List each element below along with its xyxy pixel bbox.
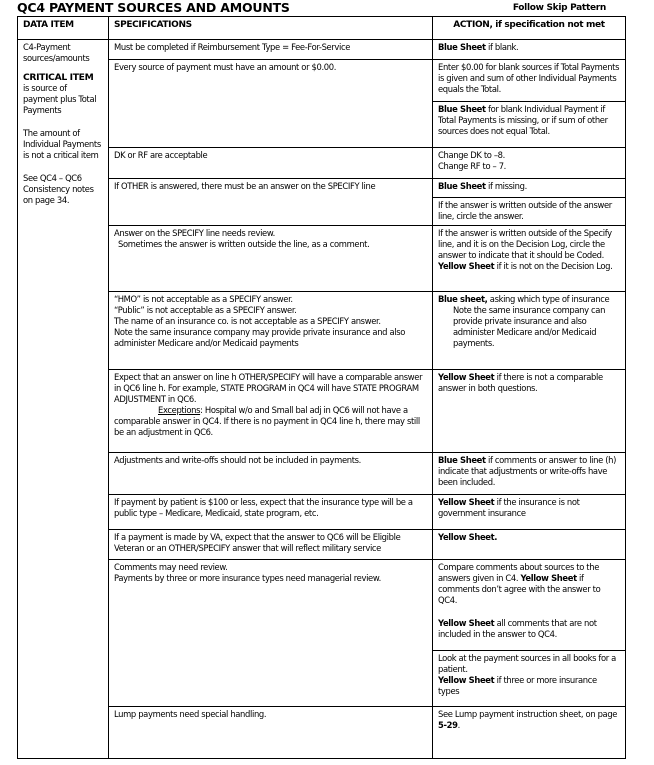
col-header-data-item: DATA ITEM [18, 17, 109, 40]
col-header-action: ACTION, if specification not met [433, 17, 626, 40]
edit-spec-table [17, 16, 626, 759]
spec-cell: Lump payments need special handling. [109, 707, 433, 759]
spec-cell: Comments may need review. Payments by three or more insurance types need managerial review. [109, 560, 433, 707]
critical-item-label: CRITICAL ITEM [23, 72, 94, 83]
table-row [18, 226, 626, 292]
spec-cell: Expect that an answer on line h OTHER/SPECIFY will have a comparable answer in QC6 line h. For example, STATE PROGRAM in QC4 will have STATE PROGRAM ADJUSTMENT in QC6. Exceptions: Hospital w/o and Small bal adj in QC6 will not have a comparable answer in QC4. If there is no payment in QC4 line h, there may still be an adjustment in QC6. [109, 370, 433, 453]
spec-cell: If payment by patient is $100 or less, expect that the insurance type will be a public type – Medicare, Medicaid, state program, etc. [109, 495, 433, 530]
table-row [18, 560, 626, 651]
action-cell: See Lump payment instruction sheet, on page 5-29. [433, 707, 626, 759]
action-cell: Blue sheet, asking which type of insurance Note the same insurance company can provide private insurance and also administer Medicare and/or Medicaid payments. [433, 292, 626, 370]
spec-cell: If a payment is made by VA, expect that the answer to QC6 will be Eligible Veteran or an OTHER/SPECIFY answer that will reflect military service [109, 530, 433, 560]
action-cell: Compare comments about sources to the answers given in C4. Yellow Sheet if comments don’t agree with the answer to QC4. Yellow Sheet all comments that are not included in the answer to QC4. [433, 560, 626, 651]
spec-cell: Adjustments and write-offs should not be included in payments. [109, 453, 433, 495]
action-cell: Blue Sheet if blank. [433, 40, 626, 60]
consistency-reference: See QC4 – QC6 Consistency notes on page 34. [23, 173, 94, 205]
action-cell: Yellow Sheet if the insurance is not government insurance [433, 495, 626, 530]
data-item-cell [18, 40, 109, 759]
critical-item-note: is source of payment plus Total Payments [23, 83, 97, 115]
table-row [18, 453, 626, 495]
spec-cell: Every source of payment must have an amount or $0.00. [109, 60, 433, 148]
table-row [18, 179, 626, 198]
table-row [18, 707, 626, 759]
skip-pattern-note: Follow Skip Pattern [512, 3, 606, 13]
table-row [18, 60, 626, 102]
action-cell: Change DK to –8. Change RF to – 7. [433, 148, 626, 179]
action-cell: Blue Sheet for blank Individual Payment if Total Payments is missing, or if sum of other sources does not equal Total. [433, 102, 626, 148]
table-row [18, 370, 626, 453]
non-critical-note: The amount of Individual Payments is not a critical item [23, 128, 101, 160]
spec-cell: If OTHER is answered, there must be an answer on the SPECIFY line [109, 179, 433, 226]
table-row [18, 40, 626, 60]
action-cell: Blue Sheet if missing. [433, 179, 626, 198]
spec-cell: “HMO” is not acceptable as a SPECIFY answer. “Public” is not acceptable as a SPECIFY answer. The name of an insurance co. is not acceptable as a SPECIFY answer. Note the same insurance company may provide private insurance and also administer Medicare and/or Medicaid payments [109, 292, 433, 370]
action-cell: Look at the payment sources in all books for a patient. Yellow Sheet if three or more insurance types [433, 651, 626, 707]
table-header-row [18, 17, 626, 40]
data-item-name: C4-Payment sources/amounts [23, 42, 90, 63]
page-title: QC4 PAYMENT SOURCES AND AMOUNTS [17, 0, 290, 15]
action-cell: If the answer is written outside of the answer line, circle the answer. [433, 198, 626, 226]
table-row [18, 148, 626, 179]
table-row [18, 495, 626, 530]
table-row [18, 292, 626, 370]
spec-cell: Answer on the SPECIFY line needs review. Sometimes the answer is written outside the line, as a comment. [109, 226, 433, 292]
col-header-specifications: SPECIFICATIONS [109, 17, 433, 40]
table-row [18, 530, 626, 560]
action-cell: Enter $0.00 for blank sources if Total Payments is given and sum of other Individual Payments equals the Total. [433, 60, 626, 102]
spec-cell: DK or RF are acceptable [109, 148, 433, 179]
action-cell: Yellow Sheet if there is not a comparable answer in both questions. [433, 370, 626, 453]
action-cell: Blue Sheet if comments or answer to line (h) indicate that adjustments or write-offs have been included. [433, 453, 626, 495]
spec-cell: Must be completed if Reimbursement Type = Fee-For-Service [109, 40, 433, 60]
action-cell: Yellow Sheet. [433, 530, 626, 560]
action-cell: If the answer is written outside of the Specify line, and it is on the Decision Log, circle the answer to indicate that it should be Coded. Yellow Sheet if it is not on the Decision Log. [433, 226, 626, 292]
